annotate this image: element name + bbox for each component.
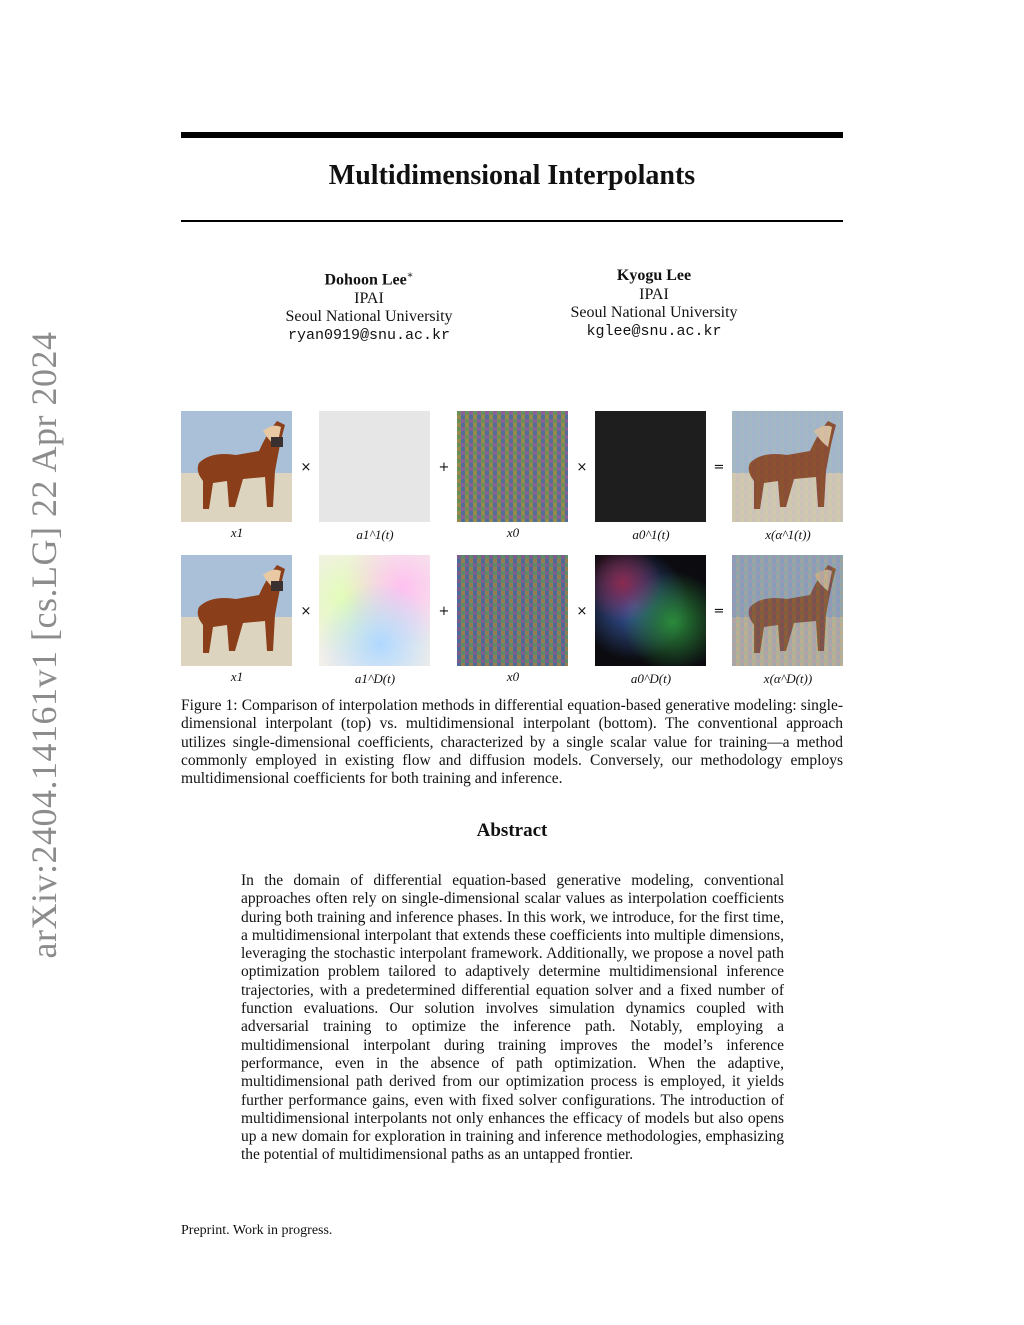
author-affiliation: IPAI xyxy=(639,285,669,303)
label-x-alpha-scalar: x(α^1(t)) xyxy=(765,527,811,542)
interpolated-image-scalar xyxy=(732,411,843,522)
author-institution: Seoul National University xyxy=(570,304,738,321)
equals-operator: = xyxy=(713,460,725,475)
author-footnote-mark: ∗ xyxy=(406,270,414,281)
title-rule-top xyxy=(181,132,843,138)
coefficient-a0-multidim-image xyxy=(595,555,706,666)
author-block-2 xyxy=(504,267,804,341)
label-a0-scalar: a0^1(t) xyxy=(632,527,670,542)
label-x-alpha-multidim: x(α^D(t)) xyxy=(763,671,813,686)
coefficient-a1-multidim-image xyxy=(319,555,430,666)
label-a1-scalar: a1^1(t) xyxy=(356,527,394,542)
interpolated-image-multidim xyxy=(732,555,843,666)
noise-image-x0 xyxy=(457,411,568,522)
horse-image-x1 xyxy=(181,411,292,522)
label-a1-multidim: a1^D(t) xyxy=(354,671,396,686)
plus-operator: + xyxy=(438,604,450,619)
label-x1: x1 xyxy=(230,669,244,684)
multiply-operator: × xyxy=(300,460,312,475)
plus-operator: + xyxy=(438,460,450,475)
title-rule-bottom xyxy=(181,220,843,222)
abstract-heading: Abstract xyxy=(476,820,548,841)
equals-operator: = xyxy=(713,604,725,619)
multiply-operator: × xyxy=(576,460,588,475)
abstract-body: In the domain of differential equation-based generative modeling, conventional approaches often rely on single-dimensional scalar values as interpolation coefficients during both training and inference phases. In this work, we introduce, for the first time, a multidimensional interpolant that extends these coefficients into multiple dimensions, leveraging the stochastic interpolant framework. Additionally, we propose a novel path optimization problem tailored to adaptively determine multidimensional inference trajectories, with a predetermined differential equation solver and a fixed number of function evaluations. Our solution involves simulation dynamics coupled with adversarial training to optimize the inference path. Notably, employing a multidimensional interpolant during training improves the model’s inference performance, even in the absence of path optimization. When the adaptive, multidimensional path derived from our optimization process is employed, it yields further performance gains, even with fixed solver configurations. The introduction of multidimensional interpolants not only enhances the efficacy of models but also opens up a new domain for exploration in training and inference methodologies, emphasizing the potential of multidimensional paths as an untapped frontier. xyxy=(241,872,784,1164)
label-x0: x0 xyxy=(506,525,520,540)
author-institution: Seoul National University xyxy=(285,308,453,326)
author-name: Dohoon Lee xyxy=(324,271,407,289)
label-x1: x1 xyxy=(230,525,244,540)
label-a0-multidim: a0^D(t) xyxy=(630,671,672,686)
author-email[interactable]: ryan0919@snu.ac.kr xyxy=(287,326,451,344)
coefficient-a1-scalar-image xyxy=(319,411,430,522)
multiply-operator: × xyxy=(576,604,588,619)
paper-title: Multidimensional Interpolants xyxy=(328,160,696,191)
author-block-1 xyxy=(219,267,519,345)
arxiv-identifier: arXiv:2404.14161v1 [cs.LG] 22 Apr 2024 xyxy=(24,331,64,959)
label-x0: x0 xyxy=(506,669,520,684)
footer-note: Preprint. Work in progress. xyxy=(181,1223,333,1238)
horse-image-x1 xyxy=(181,555,292,666)
author-affiliation: IPAI xyxy=(354,289,384,307)
noise-image-x0 xyxy=(457,555,568,666)
author-email[interactable]: kglee@snu.ac.kr xyxy=(586,322,722,340)
multiply-operator: × xyxy=(300,604,312,619)
author-name: Kyogu Lee xyxy=(616,267,692,284)
figure-caption: Figure 1: Comparison of interpolation methods in differential equation-based generative modeling: single-dimensional interpolant (top) vs. multidimensional interpolant (bottom). The conventional approach utilizes single-dimensional coefficients, characterized by a single scalar value for training—a method commonly employed in existing flow and diffusion models. Conversely, our methodology employs multidimensional coefficients for both training and inference. xyxy=(181,697,843,788)
coefficient-a0-scalar-image xyxy=(595,411,706,522)
